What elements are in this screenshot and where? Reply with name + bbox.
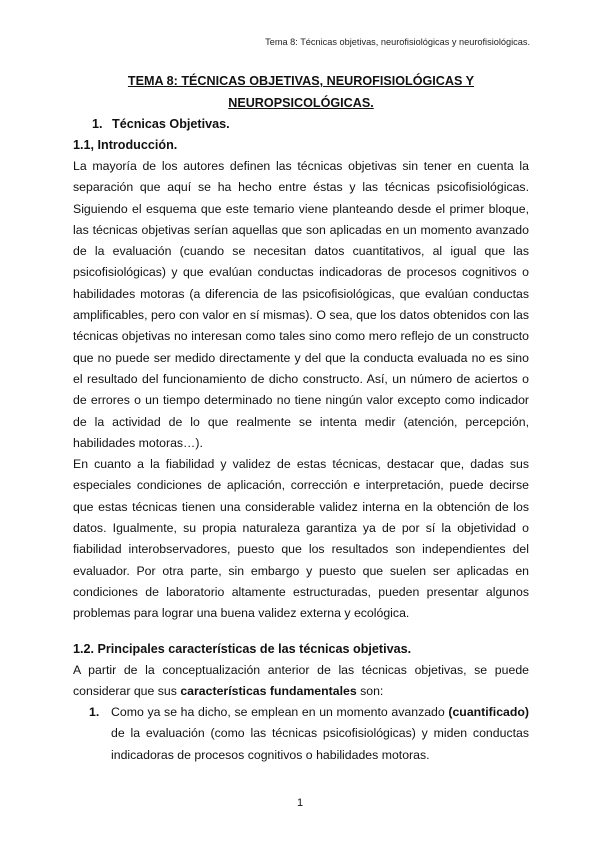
- spacer: [73, 625, 529, 639]
- list-item-text-bold: (cuantificado): [448, 705, 529, 720]
- document-title-line-2: NEUROPSICOLÓGICAS.: [228, 96, 374, 110]
- document-title-line-1: TEMA 8: TÉCNICAS OBJETIVAS, NEUROFISIOLÓGICAS Y: [127, 74, 475, 88]
- intro-text-bold: características fundamentales: [180, 683, 357, 698]
- list-item: [73, 702, 529, 766]
- section-title: Técnicas Objetivas.: [112, 117, 230, 131]
- page-number: 1: [296, 797, 304, 809]
- section-heading: [92, 114, 529, 135]
- list-item-text: [111, 702, 529, 766]
- section-number: 1.: [92, 117, 103, 131]
- intro-text-end: son:: [356, 683, 384, 698]
- paragraph-characteristics-intro: [73, 660, 529, 703]
- paragraph-reliability-validity: En cuanto a la fiabilidad y validez de estas técnicas, destacar que, dadas sus especiales condiciones de aplicación, corrección e interpretación, puede decirse que estas técnicas tienen una considerable validez interna en la obtención de los datos. Igualmente, su propia naturaleza garantiza ya de por sí la objetividad o fiabilidad interobservadores, puesto que los resultados son independientes del evaluador. Por otra parte, sin embargo y puesto que suelen ser aplicadas en condiciones de laboratorio altamente estructuradas, pueden presentar algunos problemas para lograr una buena validez externa y ecológica.: [73, 457, 529, 621]
- paragraph-introduction: La mayoría de los autores definen las técnicas objetivas sin tener en cuenta la separación que aquí se ha hecho entre éstas y las técnicas psicofisiológicas. Siguiendo el esquema que este temario viene planteando desde el primer bloque, las técnicas objetivas serían aquellas que son aplicadas en un momento avanzado de la evaluación (cuando se necesitan datos cuantitativos, al igual que las psicofisiológicas) y que evalúan conductas indicadoras de procesos cognitivos o habilidades motoras (a diferencia de las psicofisiológicas, que evalúan conductas amplificables, pero con valor en sí mismas). O sea, que los datos obtenidos con las técnicas objetivas no interesan como tales sino como mero reflejo de un constructo que no puede ser medido directamente y del que la conducta evaluada no es sino el resultado del funcionamiento de dicho constructo. Así, un número de aciertos o de errores o un tiempo determinado no tiene ningún valor excepto como indicador de la actividad de lo que realmente se intenta medir (atención, percepción, habilidades motoras…).: [73, 159, 529, 450]
- subsection-heading-caracteristicas: 1.2. Principales características de las técnicas objetivas.: [73, 641, 412, 656]
- page-content: [73, 70, 529, 766]
- list-item-number: 1.: [89, 705, 100, 720]
- list-item-text-start: Como ya se ha dicho, se emplean en un momento avanzado: [111, 705, 449, 720]
- subsection-heading-introduccion: 1.1, Introducción.: [73, 138, 178, 152]
- list-item-text-end: de la evaluación (como las técnicas psicofisiológicas) y miden conductas indicadoras de procesos cognitivos o habilidades motoras.: [111, 726, 529, 762]
- intro-text-start: A partir de la conceptualización anterior de las técnicas objetivas, se puede considerar que sus: [73, 662, 529, 698]
- running-header: Tema 8: Técnicas objetivas, neurofisiológicas y neurofisiológicas.: [265, 37, 530, 47]
